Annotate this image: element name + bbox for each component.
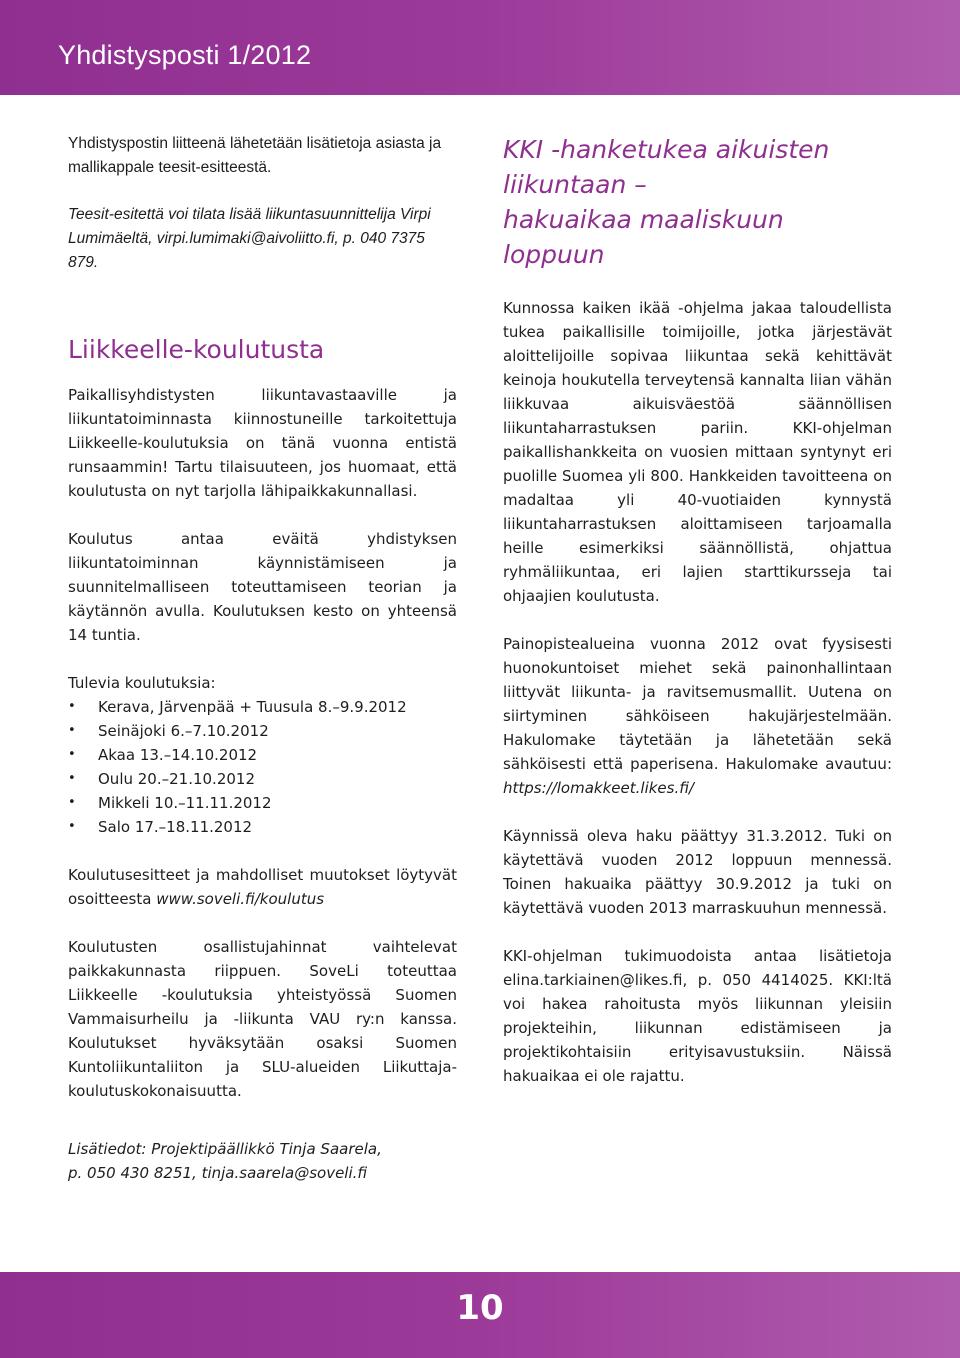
koulutus-paragraph-1: Paikallisyhdistysten liikuntavastaaville ja liikuntatoiminnasta kiinnostuneille tarkoitettuja Liikkeelle-koulutuksia on tänä vuonna entistä runsaammin! Tartu tilaisuuteen, jos huomaat, että koulutusta on nyt tarjolla lähipaikkakunnallasi. <box>68 386 457 500</box>
section-heading-koulutus: Liikkeelle-koulutusta <box>68 335 325 364</box>
section-heading-kki <box>503 132 892 272</box>
page-number: 10 <box>456 1288 504 1328</box>
ordering-info: Teesit-esitettä voi tilata lisää liikuntasuunnittelija Virpi Lumimäeltä, virpi.lumimaki@aivoliitto.fi, p. 040 7375 879. <box>68 206 431 271</box>
list-item: • Akaa 13.–14.10.2012 <box>68 743 457 767</box>
koulutus-link[interactable]: www.soveli.fi/koulutus <box>156 890 325 908</box>
brochure-text: Koulutusesitteet ja mahdolliset muutokset löytyvät osoitteesta <box>68 866 457 908</box>
intro-paragraph: Yhdistyspostin liitteenä lähetetään lisätietoja asiasta ja mallikappale teesit-esitteestä. <box>68 135 442 176</box>
right-column <box>503 132 892 1088</box>
publication-title: Yhdistysposti 1/2012 <box>58 40 312 70</box>
heading-line: KKI -hanketukea aikuisten <box>503 135 830 164</box>
list-item: • Kerava, Järvenpää + Tuusula 8.–9.9.2012 <box>68 695 457 719</box>
pricing-paragraph: Koulutusten osallistujahinnat vaihtelevat paikkakunnasta riippuen. SoveLi toteuttaa Liikkeelle -koulutuksia yhteistyössä Suomen Vammaisurheilu ja -liikunta VAU ry:n kanssa. Koulutukset hyväksytään osaksi Suomen Kuntoliikuntaliiton ja SLU-alueiden Liikuttaja-koulutuskokonaisuutta. <box>68 938 457 1100</box>
list-item: • Mikkeli 10.–11.11.2012 <box>68 791 457 815</box>
kki-paragraph-2-text: Painopistealueina vuonna 2012 ovat fyysisesti huonokuntoiset miehet sekä painonhallintaan liittyvät liikunta- ja ravitsemusmallit. Uutena on siirtyminen sähköiseen hakujärjestelmään. Hakulomake täytetään ja lähetetään sekä sähköisesti että paperisena. Hakulomake avautuu: <box>503 635 892 773</box>
heading-line: hakuaikaa maaliskuun loppuun <box>503 205 784 269</box>
list-item: • Salo 17.–18.11.2012 <box>68 815 457 839</box>
brochure-paragraph <box>68 863 457 911</box>
koulutus-paragraph-2: Koulutus antaa eväitä yhdistyksen liikuntatoiminnan käynnistämiseen ja suunnitelmalliseen toteuttamiseen teorian ja käytännön avulla. Koulutuksen kesto on yhteensä 14 tuntia. <box>68 530 457 644</box>
events-list <box>68 695 457 839</box>
contact-line-1: Lisätiedot: Projektipäällikkö Tinja Saarela, <box>68 1140 382 1158</box>
kki-paragraph-3: Käynnissä oleva haku päättyy 31.3.2012. Tuki on käytettävä vuoden 2012 loppuun mennessä. Toinen hakuaika päättyy 30.9.2012 ja tuki on käytettävä vuoden 2013 marraskuuhun mennessä. <box>503 827 892 917</box>
kki-paragraph-1: Kunnossa kaiken ikää -ohjelma jakaa taloudellista tukea paikallisille toimijoille, jotka järjestävät aloittelijoille sopivaa liikuntaa sekä kehittävät keinoja houkutella terveytensä kannalta liian vähän liikkuvaa aikuisväestöä säännöllisen liikuntaharrastuksen pariin. KKI-ohjelman paikallishankkeita on vuosien mittaan syntynyt eri puolille Suomea yli 800. Hankkeiden tavoitteena on madaltaa yli 40-vuotiaiden kynnystä liikuntaharrastuksen aloittamiseen tarjoamalla heille esimerkiksi säännöllistä, ohjattua ryhmäliikuntaa, eri lajien starttikursseja tai ohjaajien koulutusta. <box>503 299 892 605</box>
kki-paragraph-4: KKI-ohjelman tukimuodoista antaa lisätietoja elina.tarkiainen@likes.fi, p. 050 4414025. KKI:ltä voi hakea rahoitusta myös liikunnan yleisiin projekteihin, liikunnan edistämiseen ja projektikohtaisiin erityisavustuksiin. Näissä hakuaikaa ei ole rajattu. <box>503 947 892 1085</box>
heading-line: liikuntaan – <box>503 170 647 199</box>
list-item: • Oulu 20.–21.10.2012 <box>68 767 457 791</box>
kki-paragraph-2 <box>503 632 892 800</box>
events-intro: Tulevia koulutuksia: <box>68 674 216 692</box>
application-link[interactable]: https://lomakkeet.likes.fi/ <box>503 779 694 797</box>
left-column <box>68 132 457 1185</box>
list-item: • Seinäjoki 6.–7.10.2012 <box>68 719 457 743</box>
contact-line-2: p. 050 430 8251, tinja.saarela@soveli.fi <box>68 1164 368 1182</box>
